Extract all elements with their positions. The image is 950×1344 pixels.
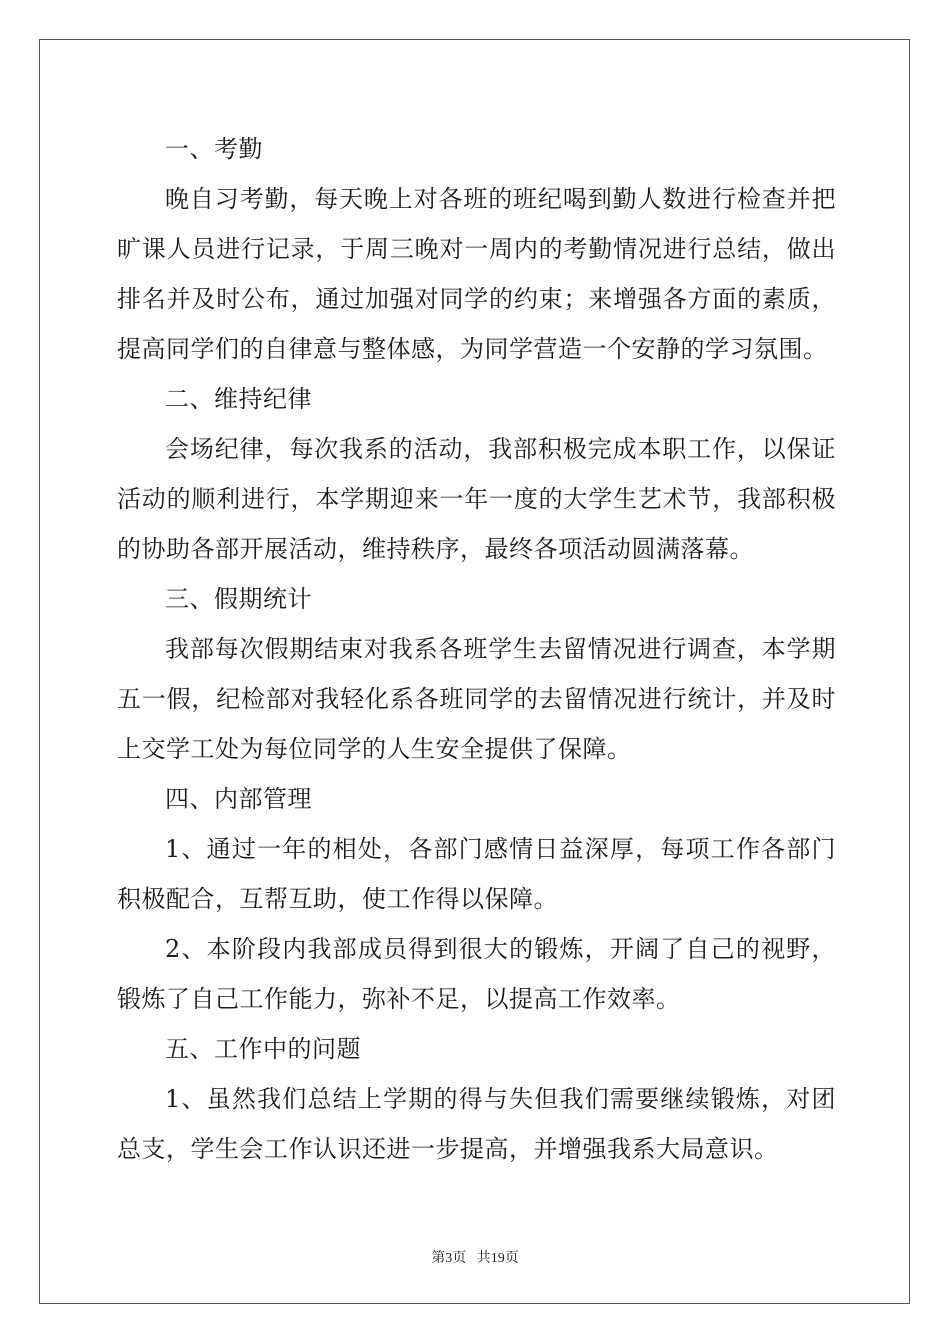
paragraph-attendance: 晚自习考勤，每天晚上对各班的班纪喝到勤人数进行检查并把旷课人员进行记录，于周三晚对一周内的考勤情况进行总结，做出排名并及时公布，通过加强对同学的约束；来增强各方面的素质，提高同学们的自律意与整体感，为同学营造一个安静的学习氛围。 [117, 185, 836, 363]
paragraph-problems-1: 1、虽然我们总结上学期的得与失但我们需要继续锻炼，对团总支，学生会工作认识还进一步提高，并增强我系大局意识。 [117, 1085, 836, 1163]
paragraph-management-2: 2、本阶段内我部成员得到很大的锻炼，开阔了自己的视野，锻炼了自己工作能力，弥补不足，以提高工作效率。 [117, 935, 836, 1013]
heading-holiday-statistics: 三、假期统计 [165, 585, 312, 613]
paragraph-holiday-statistics: 我部每次假期结束对我系各班学生去留情况进行调查，本学期五一假，纪检部对我轻化系各班同学的去留情况进行统计，并及时上交学工处为每位同学的人生安全提供了保障。 [117, 635, 836, 763]
page-number: 第3页 [431, 1251, 467, 1266]
heading-problems: 五、工作中的问题 [165, 1035, 361, 1063]
paragraph-management-1: 1、通过一年的相处，各部门感情日益深厚，每项工作各部门积极配合，互帮互助，使工作得以保障。 [117, 835, 836, 913]
page-total: 共19页 [476, 1251, 519, 1266]
page-footer [0, 1247, 950, 1267]
heading-internal-management: 四、内部管理 [165, 785, 312, 813]
heading-discipline: 二、维持纪律 [165, 385, 312, 413]
heading-attendance: 一、考勤 [165, 135, 263, 163]
document-body [117, 124, 836, 1174]
paragraph-discipline: 会场纪律，每次我系的活动，我部积极完成本职工作，以保证活动的顺利进行，本学期迎来一年一度的大学生艺术节，我部积极的协助各部开展活动，维持秩序，最终各项活动圆满落幕。 [117, 435, 836, 563]
